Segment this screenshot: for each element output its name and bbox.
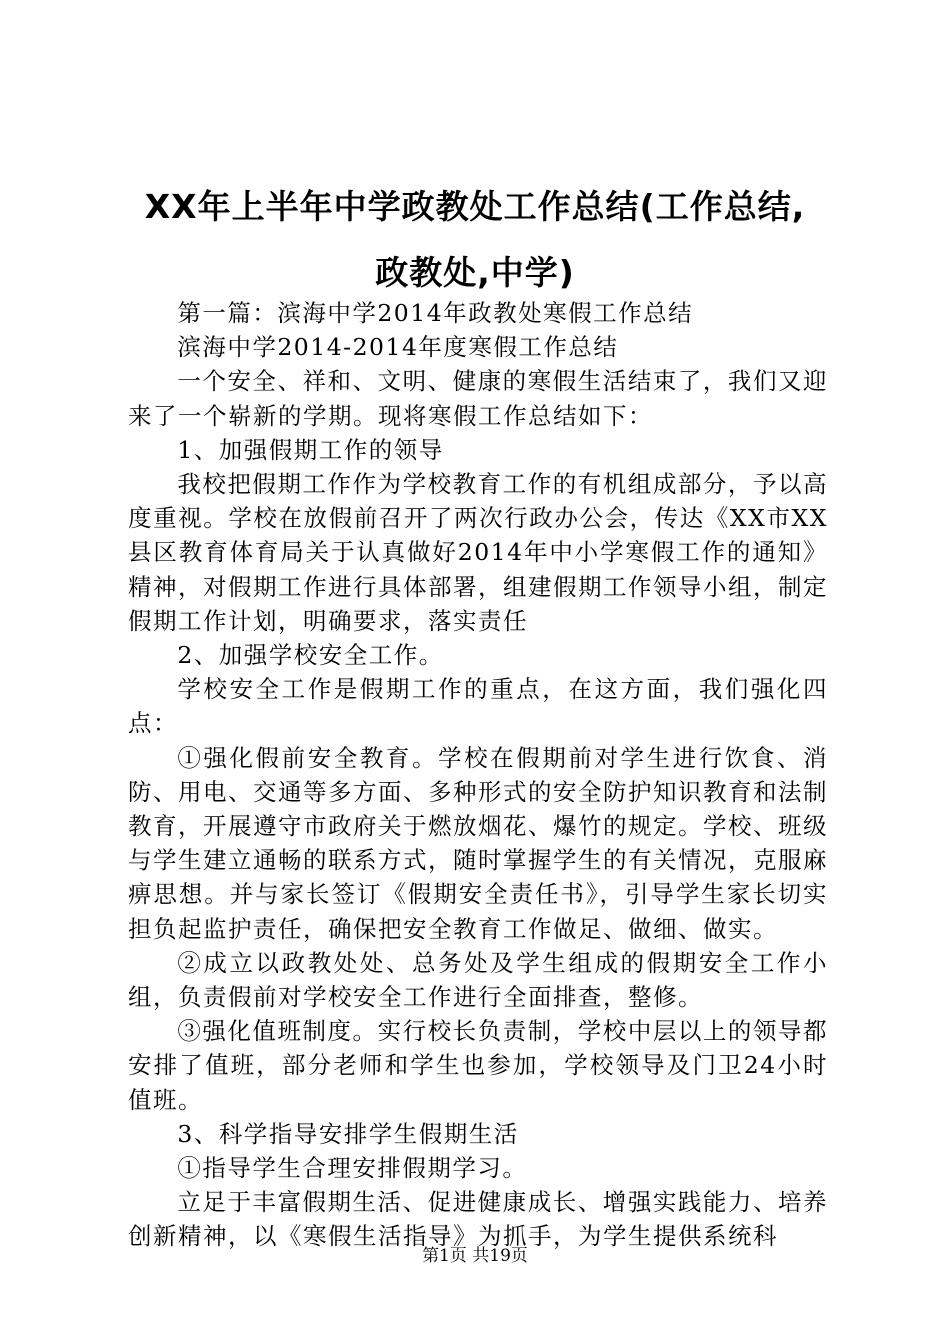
paragraph: 滨海中学2014-2014年度寒假工作总结 [177, 333, 619, 362]
paragraph: 我校把假期工作作为学校教育工作的有机组成部分，予以高度重视。学校在放假前召开了两次行政办公会，传达《XX市XX县区教育体育局关于认真做好2014年中小学寒假工作的通知》精神，对假期工作进行具体部署，组建假期工作领导小组，制定假期工作计划，明确要求，落实责任 [128, 470, 828, 635]
paragraph: 第一篇：滨海中学2014年政教处寒假工作总结 [177, 299, 694, 327]
paragraph: 一个安全、祥和、文明、健康的寒假生活结束了，我们又迎来了一个崭新的学期。现将寒假工作总结如下： [128, 367, 828, 430]
title-line-1: XX年上半年中学政教处工作总结(工作总结, [144, 187, 806, 226]
paragraph: ②成立以政教处处、总务处及学生组成的假期安全工作小组，负责假前对学校安全工作进行全面排查，整修。 [128, 948, 828, 1012]
paragraph: 1、加强假期工作的领导 [177, 435, 444, 464]
title-line-2: 政教处,中学) [375, 253, 575, 292]
page-number: 第1页 共19页 [422, 1246, 528, 1266]
paragraph: 立足于丰富假期生活、促进健康成长、增强实践能力、培养创新精神，以《寒假生活指导》为抓手，为学生提供系统科 [128, 1188, 828, 1251]
paragraph: 3、科学指导安排学生假期生活 [177, 1119, 519, 1148]
paragraph: ①指导学生合理安排假期学习。 [177, 1154, 528, 1183]
document-body [128, 296, 828, 1254]
page-footer [0, 1244, 950, 1268]
paragraph: 学校安全工作是假期工作的重点，在这方面，我们强化四点： [128, 675, 828, 738]
paragraph: 2、加强学校安全工作。 [177, 641, 444, 670]
document-title [128, 174, 822, 306]
paragraph: ①强化假前安全教育。学校在假期前对学生进行饮食、消防、用电、交通等多方面、多种形式的安全防护知识教育和法制教育，开展遵守市政府关于燃放烟花、爆竹的规定。学校、班级与学生建立通畅的联系方式，随时掌握学生的有关情况，克服麻痹思想。并与家长签订《假期安全责任书》，引导学生家长切实担负起监护责任，确保把安全教育工作做足、做细、做实。 [128, 743, 828, 943]
paragraph: ③强化值班制度。实行校长负责制，学校中层以上的领导都安排了值班，部分老师和学生也参加，学校领导及门卫24小时值班。 [128, 1017, 828, 1114]
